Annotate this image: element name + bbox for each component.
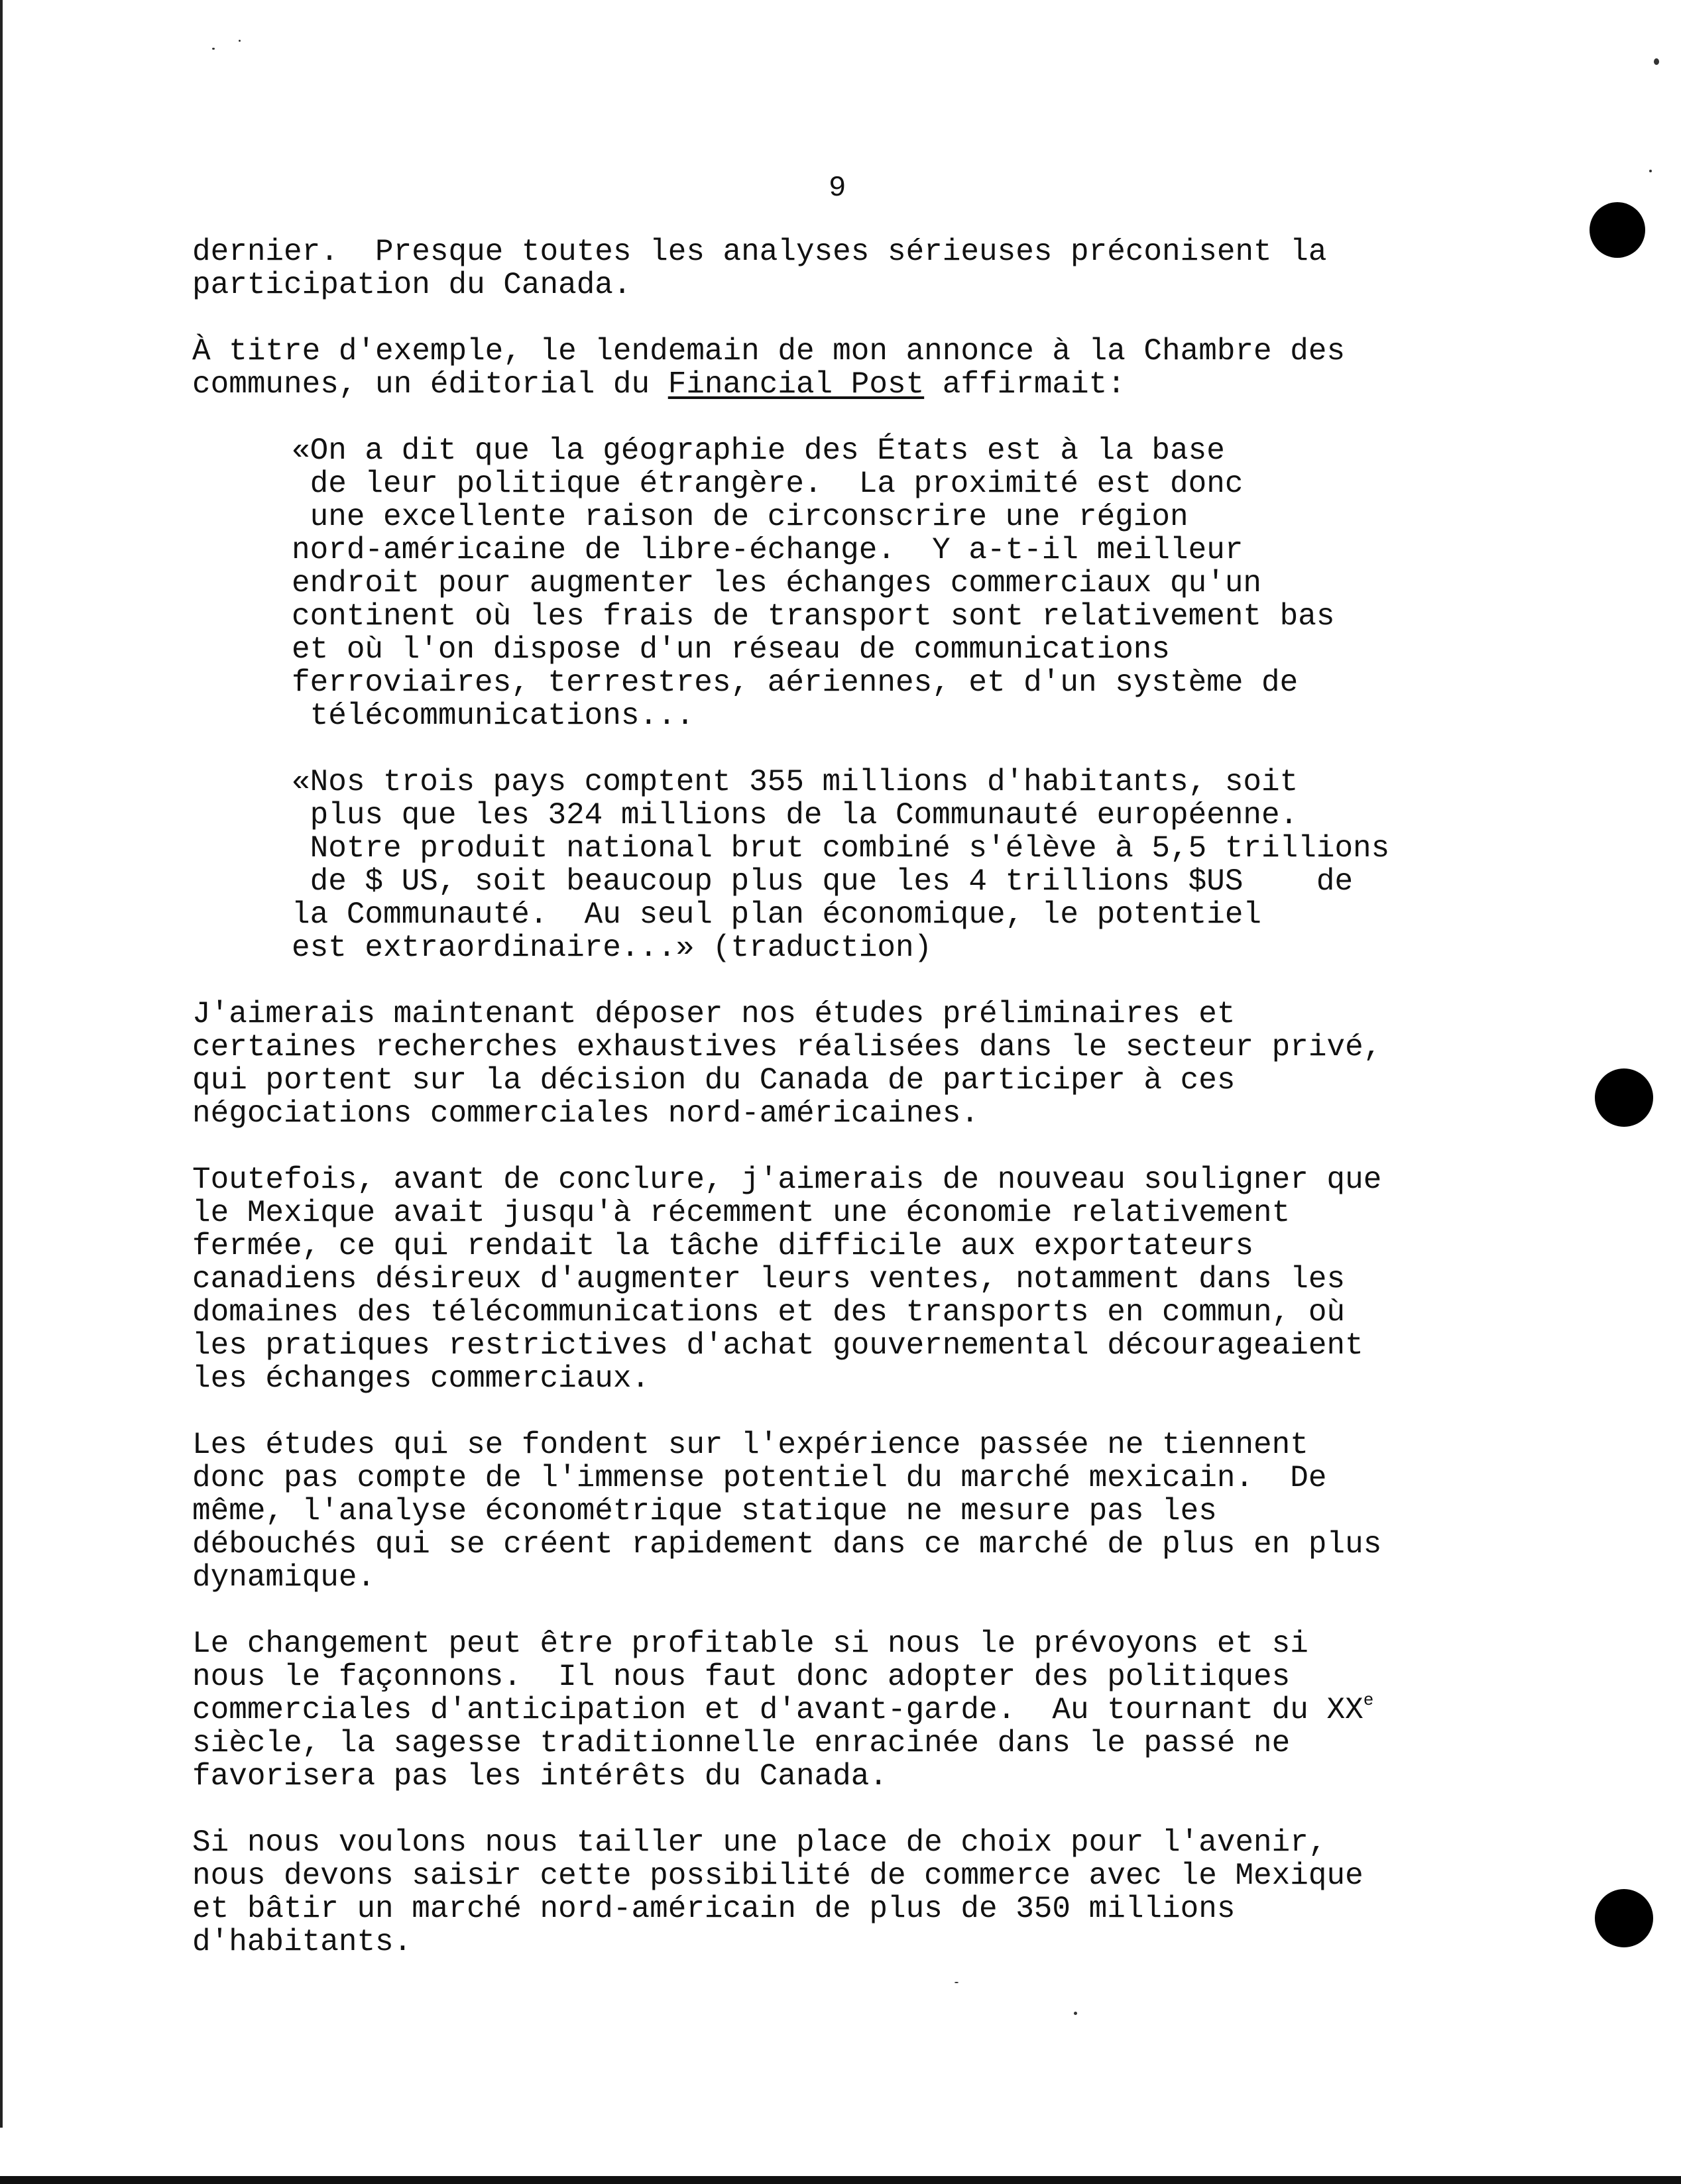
punch-hole-top [1590, 202, 1645, 258]
scan-speck [955, 1982, 958, 1983]
paragraph-6-text-b: siècle, la sagesse traditionnelle enracinée dans le passé ne favorisera pas les intérêts du Canada. [192, 1726, 1291, 1794]
scan-speck [239, 40, 241, 42]
scan-bottom-edge [0, 2176, 1681, 2184]
paragraph-3: J'aimerais maintenant déposer nos études préliminaires et certaines recherches exhaustives réalisées dans le secteur privé, qui portent sur la décision du Canada de participer à ces négociations commerciales nord-américaines. [192, 997, 1382, 1131]
paragraph-2 [192, 335, 1518, 401]
paragraph-6 [192, 1627, 1518, 1793]
quote-1: «On a dit que la géographie des États est à la base de leur politique étrangère. La proximité est donc une excellente raison de circonscrire une région nord-américaine de libre-échange. Y a-t-il meilleur endroit pour augmenter les échanges commerciaux qu'un continent où les frais de transport sont relativement bas et où l'on dispose d'un réseau de communications ferroviaires, terrestres, aériennes, et d'un système de télécommunications... [292, 433, 1335, 733]
scan-speck [1654, 58, 1659, 65]
scan-speck [212, 48, 215, 50]
paragraph-2-text-b: affirmait: [924, 367, 1126, 402]
superscript-e: e [1363, 1690, 1374, 1710]
punch-hole-bottom [1595, 1889, 1653, 1947]
scan-speck [1074, 2012, 1077, 2015]
scan-left-edge [0, 0, 3, 2128]
paragraph-1: dernier. Presque toutes les analyses sérieuses préconisent la participation du Canada. [192, 235, 1327, 302]
quote-2: «Nos trois pays comptent 355 millions d'habitants, soit plus que les 324 millions de la Communauté européenne. Notre produit national brut combiné s'élève à 5,5 trillions de $ US, soit beaucoup plus que les 4 trillions $US de la Communauté. Au seul plan économique, le potentiel est extraordinaire...» (traduction) [292, 765, 1390, 965]
punch-hole-middle [1595, 1068, 1653, 1127]
paragraph-5: Les études qui se fondent sur l'expérience passée ne tiennent donc pas compte de l'immense potentiel du marché mexicain. De même, l'analyse économétrique statique ne mesure pas les débouchés qui se créent rapidement dans ce marché de plus en plus dynamique. [192, 1428, 1382, 1595]
paragraph-6-text-a: Le changement peut être profitable si nous le prévoyons et si nous le façonnons. Il nous faut donc adopter des politiques commerciales d'anticipation et d'avant-garde. Au tournant du XX [192, 1627, 1363, 1727]
page-number: 9 [829, 172, 846, 205]
scan-speck [1649, 170, 1652, 172]
paragraph-4: Toutefois, avant de conclure, j'aimerais de nouveau souligner que le Mexique avait jusqu'à récemment une économie relativement fermée, ce qui rendait la tâche difficile aux exportateurs canadiens désireux d'augmenter leurs ventes, notamment dans les domaines des télécommunications et des transports en commun, où les pratiques restrictives d'achat gouvernemental décourageaient les échanges commerciaux. [192, 1163, 1382, 1396]
financial-post-title: Financial Post [667, 367, 925, 402]
paragraph-7: Si nous voulons nous tailler une place de choix pour l'avenir, nous devons saisir cette possibilité de commerce avec le Mexique et bâtir un marché nord-américain de plus de 350 millions d'habitants. [192, 1825, 1363, 1959]
paragraph-2-text-a: À titre d'exemple, le lendemain de mon annonce à la Chambre des communes, un éditorial du [192, 334, 1346, 402]
